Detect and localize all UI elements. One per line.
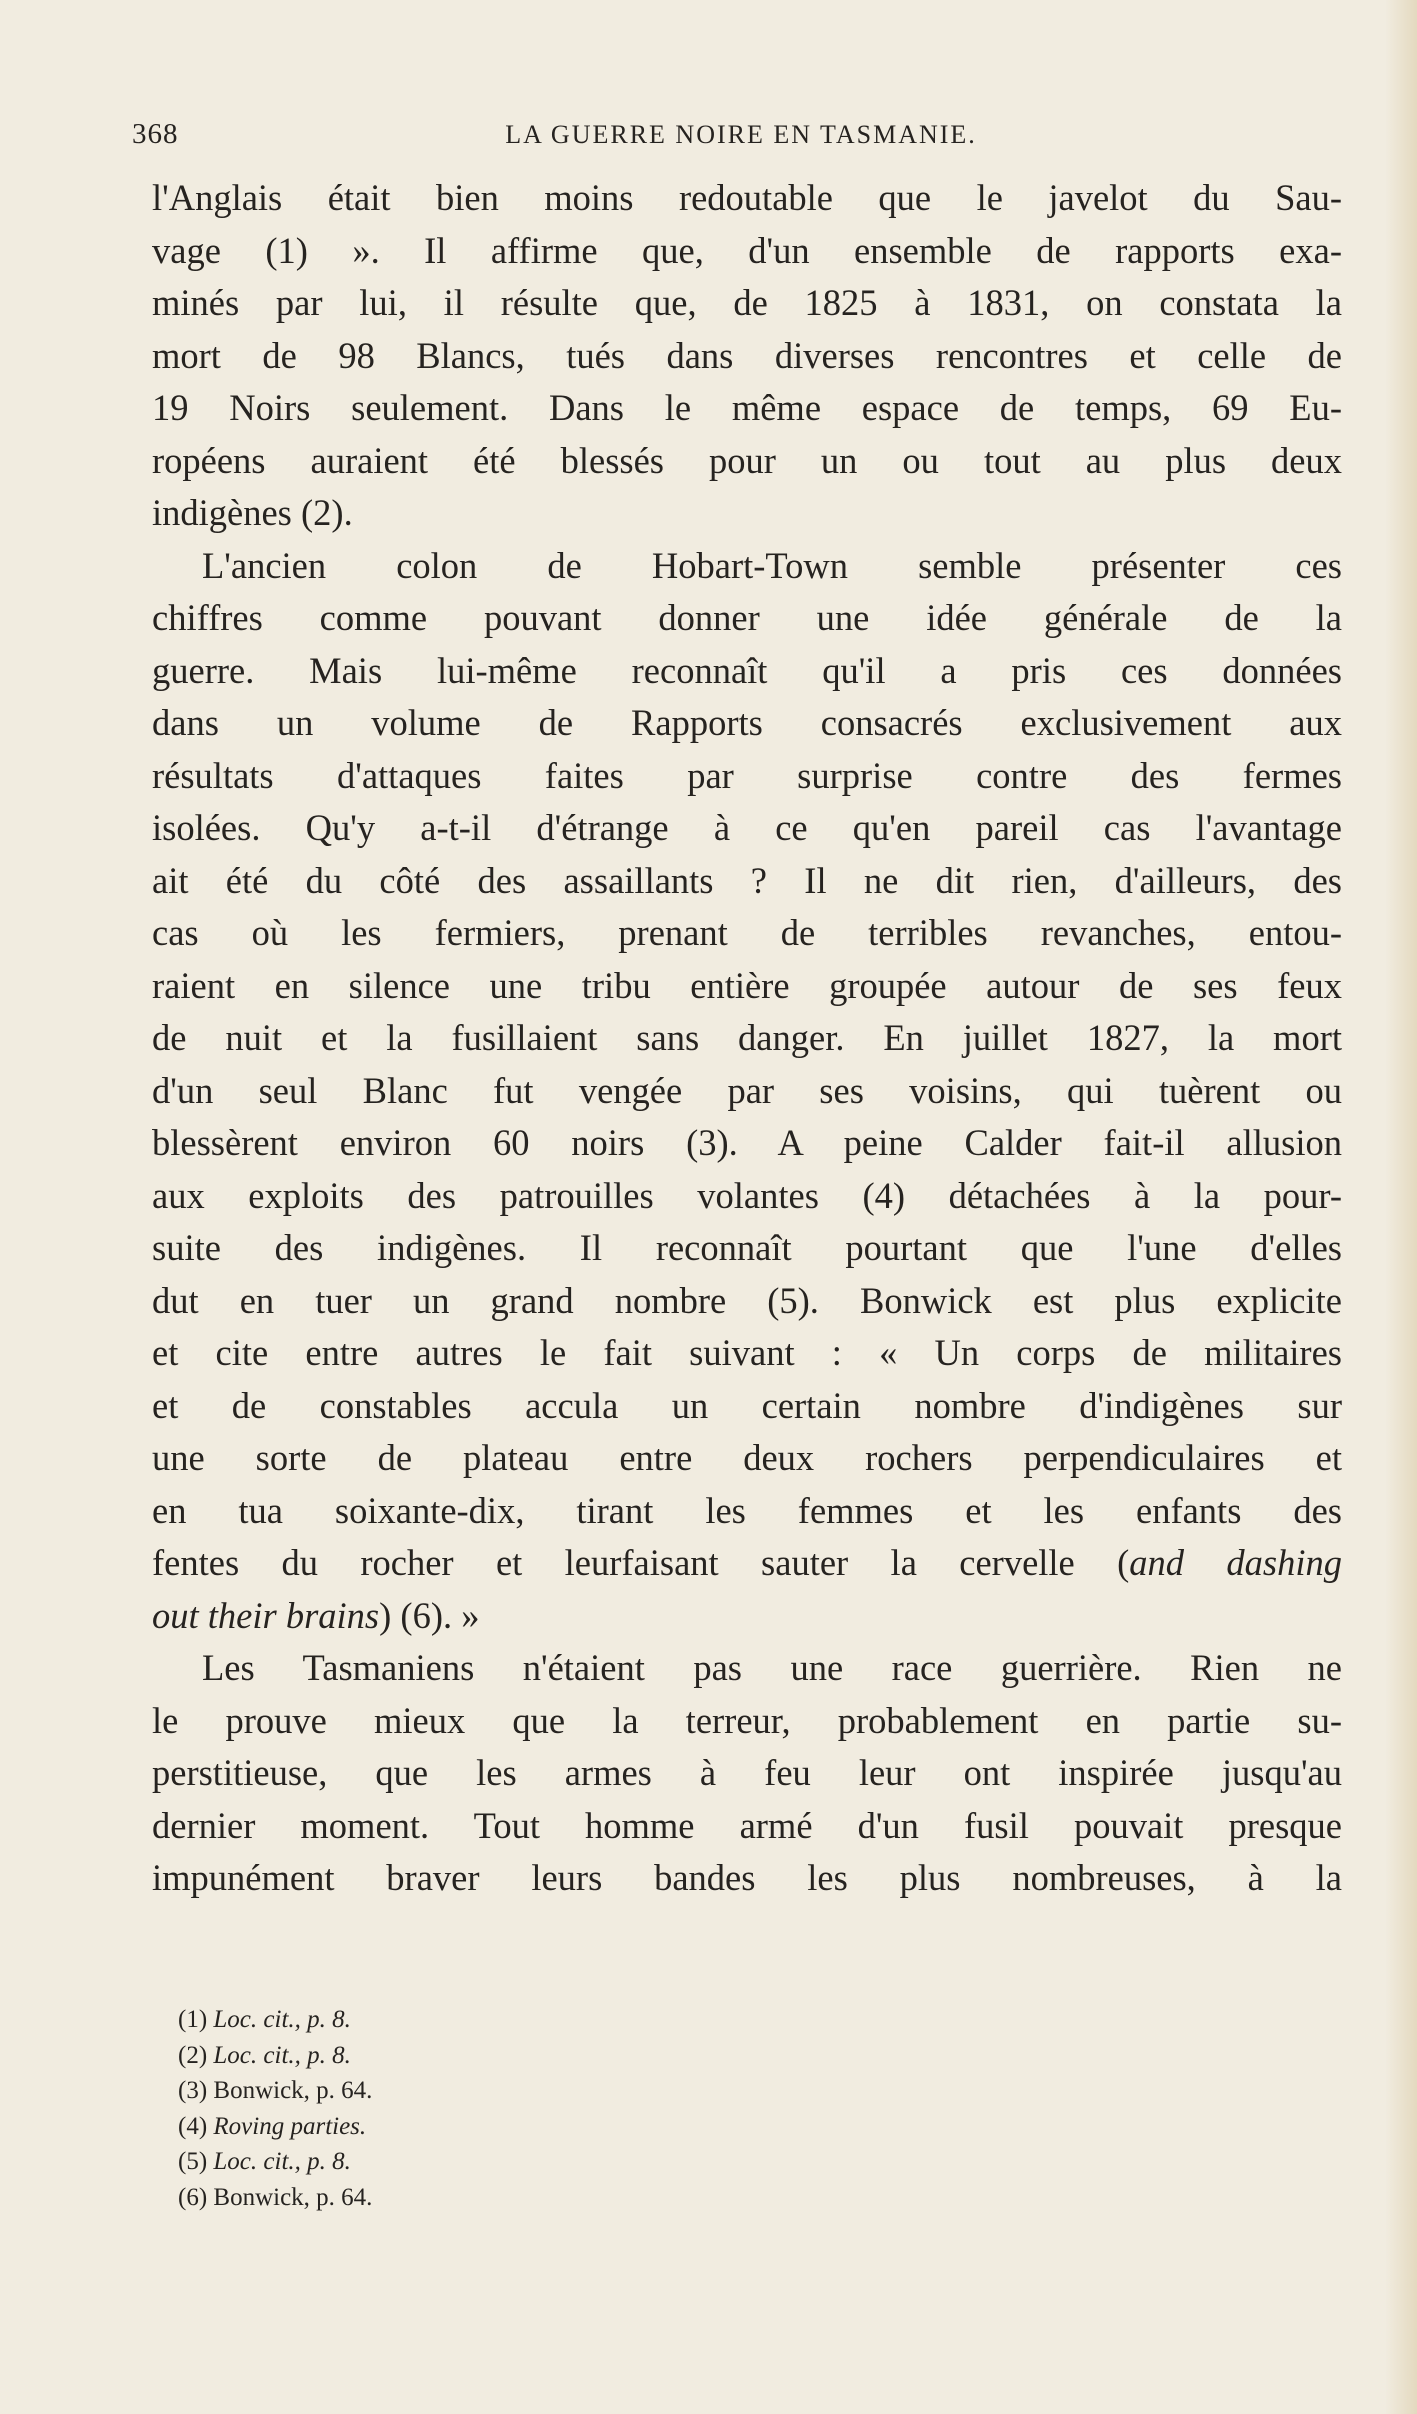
text-line: blessèrent environ 60 noirs (3). A peine Calder fait-il allusion	[152, 1122, 1342, 1163]
footnote	[178, 2073, 778, 2109]
footnote	[178, 2109, 778, 2145]
text-line: raient en silence une tribu entière groupée autour de ses feux	[152, 964, 1342, 1006]
text-line: et de constables accula un certain nombre d'indigènes sur	[152, 1384, 1342, 1426]
text-line: chiffres comme pouvant donner une idée générale de la	[152, 597, 1342, 638]
italic-segment: out their brains	[152, 1594, 380, 1636]
text-line: d'un seul Blanc fut vengée par ses voisins, qui tuèrent ou	[152, 1069, 1342, 1111]
page-gutter-shadow	[1385, 0, 1417, 2414]
running-title: LA GUERRE NOIRE EN TASMANIE.	[505, 120, 977, 149]
text-line: et cite entre autres le fait suivant : « Un corps de militaires	[152, 1332, 1342, 1373]
footnote-text: Roving parties.	[213, 2112, 367, 2140]
body-text	[152, 172, 1342, 1905]
footnote-text: Loc. cit., p. 8.	[213, 2041, 351, 2069]
text-line: ait été du côté des assaillants ? Il ne dit rien, d'ailleurs, des	[152, 859, 1342, 901]
text-line: impunément braver leurs bandes les plus nombreuses, à la	[152, 1857, 1342, 1898]
text-line: indigènes (2).	[152, 492, 353, 533]
footnote	[178, 2002, 778, 2038]
italic-segment: and dashing	[1129, 1542, 1342, 1583]
footnote-text: Loc. cit., p. 8.	[213, 2148, 351, 2175]
footnote-number: (2)	[178, 2041, 208, 2069]
text-line: Les Tasmaniens n'étaient pas une race guerrière. Rien ne	[202, 1647, 1342, 1688]
text-line: ropéens auraient été blessés pour un ou tout au plus deux	[152, 439, 1342, 481]
footnote	[178, 2038, 778, 2074]
footnote-number: (3)	[178, 2077, 208, 2104]
text-line: isolées. Qu'y a-t-il d'étrange à ce qu'en pareil cas l'avantage	[152, 807, 1342, 848]
footnote-text: Bonwick, p. 64.	[213, 2077, 373, 2104]
text-line: vage (1) ». Il affirme que, d'un ensemble de rapports exa-	[152, 229, 1342, 271]
text-line: perstitieuse, que les armes à feu leur ont inspirée jusqu'au	[152, 1752, 1342, 1793]
text-line: mort de 98 Blancs, tués dans diverses rencontres et celle de	[152, 334, 1342, 376]
footnote-number: (1)	[178, 2006, 208, 2033]
text-segment: fentes du rocher et leurfaisant sauter la cervelle (	[152, 1542, 1130, 1583]
text-segment: ) (6). »	[379, 1594, 480, 1636]
text-line-with-italic	[152, 1590, 1342, 1643]
text-line: guerre. Mais lui-même reconnaît qu'il a pris ces données	[152, 649, 1342, 691]
text-line: une sorte de plateau entre deux rochers perpendiculaires et	[152, 1437, 1342, 1478]
text-line: minés par lui, il résulte que, de 1825 à 1831, on constata la	[152, 282, 1342, 323]
footnote-number: (4)	[178, 2112, 208, 2140]
text-line: 19 Noirs seulement. Dans le même espace de temps, 69 Eu-	[152, 387, 1342, 428]
text-line: dans un volume de Rapports consacrés exclusivement aux	[152, 702, 1342, 743]
text-line: en tua soixante-dix, tirant les femmes et les enfants des	[152, 1489, 1342, 1531]
page-number: 368	[132, 118, 179, 150]
footnote	[178, 2180, 778, 2216]
text-line: dernier moment. Tout homme armé d'un fusil pouvait presque	[152, 1804, 1342, 1846]
text-line: suite des indigènes. Il reconnaît pourtant que l'une d'elles	[152, 1227, 1342, 1268]
text-line-with-italic	[152, 1537, 1342, 1590]
text-line: L'ancien colon de Hobart-Town semble présenter ces	[202, 544, 1342, 586]
footnote-text: Loc. cit., p. 8.	[213, 2006, 351, 2033]
footnote-text: Bonwick, p. 64.	[213, 2183, 373, 2211]
text-line: de nuit et la fusillaient sans danger. En juillet 1827, la mort	[152, 1017, 1342, 1058]
text-line: cas où les fermiers, prenant de terribles revanches, entou-	[152, 912, 1342, 953]
footnote-number: (5)	[178, 2148, 208, 2175]
text-line: l'Anglais était bien moins redoutable que le javelot du Sau-	[152, 177, 1342, 218]
footnote	[178, 2144, 778, 2180]
footnote-number: (6)	[178, 2183, 208, 2211]
text-line: le prouve mieux que la terreur, probablement en partie su-	[152, 1699, 1342, 1741]
page-header	[132, 118, 1350, 158]
text-line: résultats d'attaques faites par surprise contre des fermes	[152, 754, 1342, 796]
text-line: aux exploits des patrouilles volantes (4) détachées à la pour-	[152, 1174, 1342, 1216]
footnotes	[178, 2002, 778, 2215]
text-line: dut en tuer un grand nombre (5). Bonwick est plus explicite	[152, 1279, 1342, 1321]
